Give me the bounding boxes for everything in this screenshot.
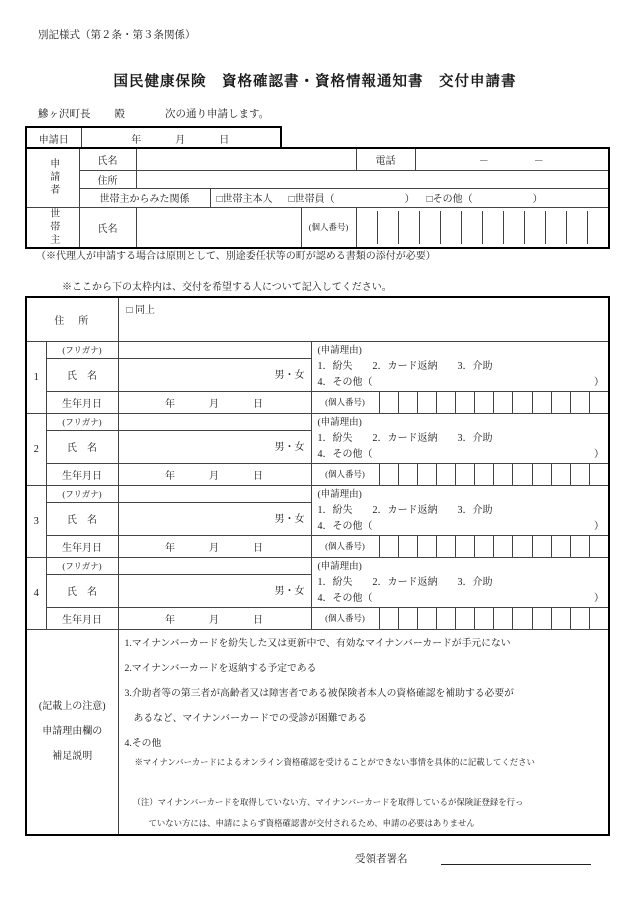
address-label: 住 所 <box>26 297 118 341</box>
reason-close-paren: ） <box>594 592 605 604</box>
thick-frame-instruction: ※ここから下の太枠内は、交付を希望する人について記入してください。 <box>62 282 392 293</box>
note-item-chu-cont: ていない方には、申請によらず資格確認書が交付されるため、申請の必要はありません <box>148 818 475 828</box>
name-label: 氏 名 <box>46 430 118 463</box>
application-date-field: 年 月 日 <box>81 127 281 149</box>
reason-other-row <box>318 591 605 607</box>
dob-field: 年 月 日 <box>118 607 311 629</box>
checkbox-other: □その他（ ） <box>426 194 543 205</box>
reason-header: (申請理由) <box>317 345 362 356</box>
reason-cell <box>311 341 609 391</box>
furigana-label: (フリガナ) <box>46 341 118 358</box>
reason-close-paren: ） <box>594 376 605 388</box>
notes-left-line: 申請理由欄の <box>42 726 103 738</box>
application-date-table <box>25 126 282 149</box>
sex-label: 男・女 <box>274 585 305 597</box>
applicant-address-field <box>136 170 609 188</box>
applicant-address-label: 住所 <box>79 170 136 188</box>
phone-label: 電話 <box>356 148 415 170</box>
furigana-field <box>118 557 311 574</box>
note-item-1: 1.マイナンバーカードを紛失した又は更新中で、有効なマイナンバーカードが手元にない <box>124 637 511 649</box>
dob-field: 年 月 日 <box>118 391 311 413</box>
reason-other-label: 4．その他（ <box>317 520 373 532</box>
reason-options: 1．紛失 2．カード返納 3．介助 <box>317 576 493 588</box>
dob-label: 生年月日 <box>46 607 118 629</box>
person-block <box>26 413 609 485</box>
notes-left-label <box>26 629 118 835</box>
sex-label: 男・女 <box>274 513 305 525</box>
checkbox-householder-self: □世帯主本人 <box>216 194 273 205</box>
person-block <box>26 485 609 557</box>
reason-other-label: 4．その他（ <box>317 376 373 388</box>
kojin-digit-boxes <box>379 607 609 629</box>
reason-header: (申請理由) <box>317 489 362 500</box>
name-label: 氏 名 <box>46 358 118 391</box>
agent-note: （※代理人が申請する場合は原則として、別途委任状等の町が認める書類の添付が必要） <box>36 251 436 262</box>
name-field <box>118 430 311 463</box>
note-item-3-cont: あるなど、マイナンバーカードでの受診が困難である <box>133 712 368 724</box>
reason-options: 1．紛失 2．カード返納 3．介助 <box>317 432 493 444</box>
dob-field: 年 月 日 <box>118 535 311 557</box>
furigana-field <box>118 413 311 430</box>
household-head-kojin-digit-boxes <box>356 207 609 248</box>
reason-cell <box>311 557 609 607</box>
addressee-line <box>38 106 269 121</box>
person-block <box>26 557 609 629</box>
kojin-label: (個人番号) <box>311 535 379 557</box>
kojin-label: (個人番号) <box>311 607 379 629</box>
kojin-digit-boxes <box>379 535 609 557</box>
reason-close-paren: ） <box>594 520 605 532</box>
reason-header: (申請理由) <box>317 417 362 428</box>
furigana-field <box>118 341 311 358</box>
reason-close-paren: ） <box>594 448 605 460</box>
household-head-kojin-label: (個人番号) <box>301 207 356 248</box>
dob-label: 生年月日 <box>46 391 118 413</box>
addressee-honorific: 殿 <box>114 109 125 120</box>
applicant-name-field <box>136 148 356 170</box>
sex-label: 男・女 <box>274 441 305 453</box>
reason-cell <box>311 413 609 463</box>
dob-field: 年 月 日 <box>118 463 311 485</box>
name-label: 氏 名 <box>46 502 118 535</box>
person-number: 4 <box>26 557 46 629</box>
furigana-label: (フリガナ) <box>46 557 118 574</box>
note-item-4: 4.その他 <box>124 737 162 749</box>
household-head-name-field <box>136 207 301 248</box>
reason-options: 1．紛失 2．カード返納 3．介助 <box>317 504 493 516</box>
addressee-name: 鰺ヶ沢町長 <box>38 109 91 120</box>
furigana-field <box>118 485 311 502</box>
reason-header: (申請理由) <box>317 561 362 572</box>
reason-other-row <box>318 375 605 391</box>
sex-label: 男・女 <box>274 369 305 381</box>
kojin-digit-boxes <box>379 391 609 413</box>
phone-field: － － <box>415 148 609 170</box>
reason-other-row <box>318 519 605 535</box>
relation-label: 世帯主からみた関係 <box>79 188 210 207</box>
household-head-group-label: 世帯主 <box>26 207 79 248</box>
reason-cell <box>311 485 609 535</box>
note-item-asterisk: ※マイナンバーカードによるオンライン資格確認を受けることができない事情を具体的に記載してください <box>134 757 535 767</box>
reason-other-row <box>318 447 605 463</box>
dob-label: 生年月日 <box>46 463 118 485</box>
household-head-name-label: 氏名 <box>79 207 136 248</box>
person-number: 1 <box>26 341 46 413</box>
recipients-table <box>25 296 610 836</box>
note-item-2: 2.マイナンバーカードを返納する予定である <box>124 662 317 674</box>
name-field <box>118 358 311 391</box>
name-field <box>118 574 311 607</box>
person-block <box>26 341 609 413</box>
checkbox-household-member: □世帯員（ ） <box>288 194 415 205</box>
application-date-label: 申請日 <box>26 127 81 149</box>
notes-left-line: (記載上の注意) <box>38 701 106 713</box>
kojin-label: (個人番号) <box>311 391 379 413</box>
applicant-name-label: 氏名 <box>79 148 136 170</box>
recipient-signature-label: 受領者署名 <box>355 854 408 865</box>
note-item-chu: （注）マイナンバーカードを取得していない方、マイナンバーカードを取得しているが保険証登録を行っ <box>132 797 524 807</box>
notes-left-line: 補足説明 <box>52 751 93 763</box>
applicant-group-label: 申請者 <box>26 148 79 207</box>
form-reference: 別記様式（第２条・第３条関係） <box>38 30 196 41</box>
same-as-above-checkbox: □ 同上 <box>118 297 609 341</box>
dob-label: 生年月日 <box>46 535 118 557</box>
furigana-label: (フリガナ) <box>46 413 118 430</box>
person-number: 2 <box>26 413 46 485</box>
notes-content <box>118 629 609 835</box>
kojin-digit-boxes <box>379 463 609 485</box>
reason-other-label: 4．その他（ <box>317 448 373 460</box>
signature-line <box>441 864 591 865</box>
page-title: 国民健康保険 資格確認書・資格情報通知書 交付申請書 <box>113 74 517 90</box>
name-field <box>118 502 311 535</box>
kojin-label: (個人番号) <box>311 463 379 485</box>
note-item-3: 3.介助者等の第三者が高齢者又は障害者である被保険者本人の資格確認を補助する必要が <box>124 687 514 699</box>
addressee-note: 次の通り申請します。 <box>165 109 270 120</box>
reason-options: 1．紛失 2．カード返納 3．介助 <box>317 360 493 372</box>
name-label: 氏 名 <box>46 574 118 607</box>
person-number: 3 <box>26 485 46 557</box>
furigana-label: (フリガナ) <box>46 485 118 502</box>
applicant-table <box>25 147 610 249</box>
relation-options <box>210 188 609 207</box>
reason-other-label: 4．その他（ <box>317 592 373 604</box>
